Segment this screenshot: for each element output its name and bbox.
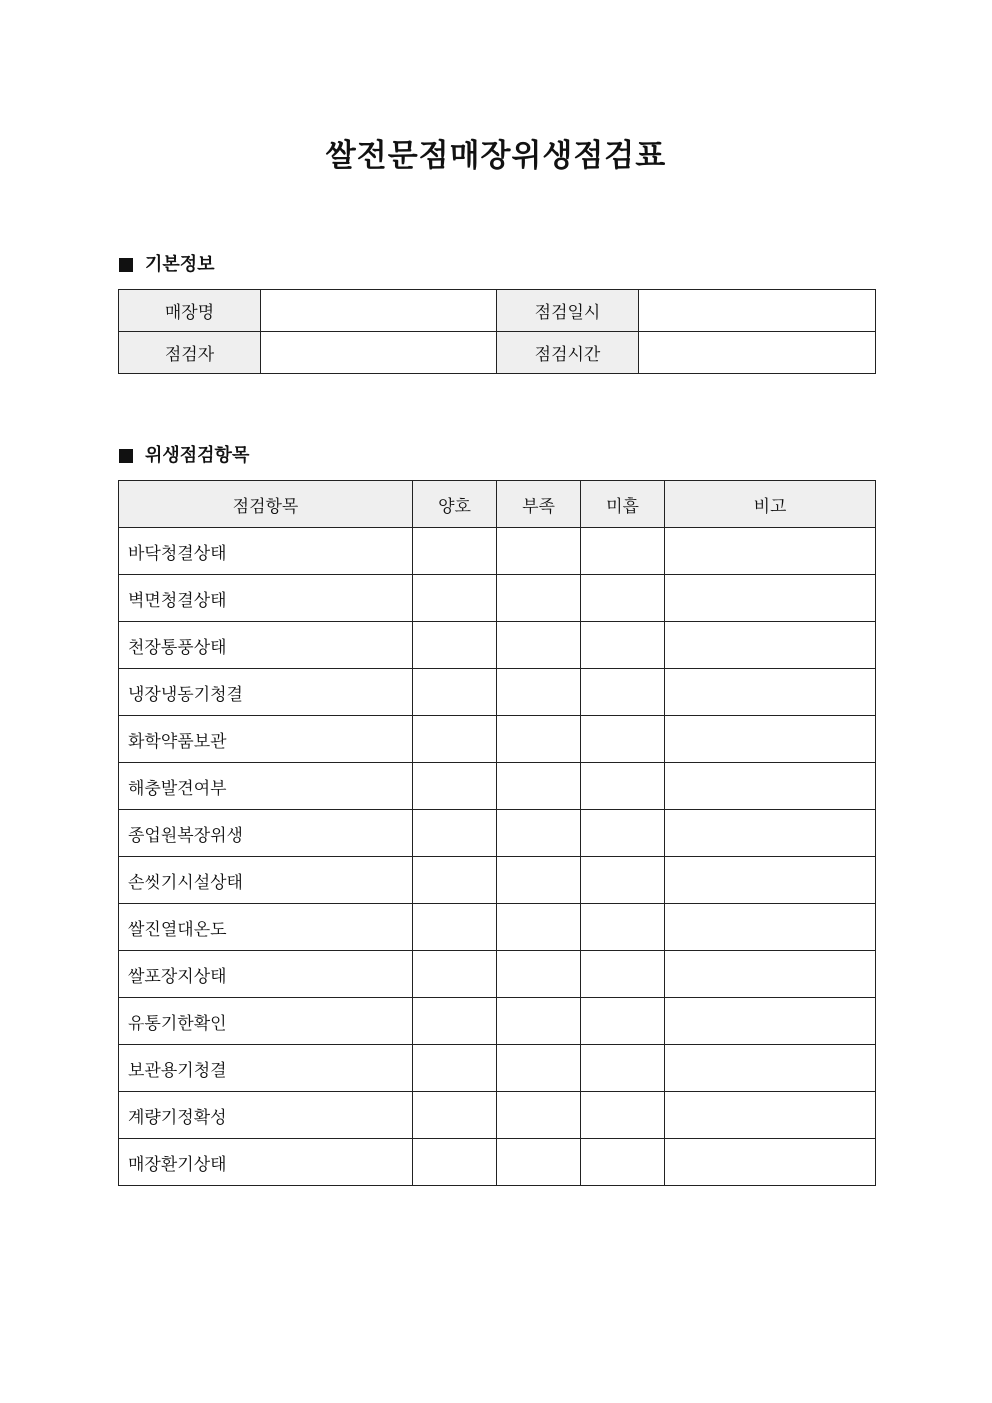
poor-cell[interactable] <box>581 763 665 810</box>
check-item-label: 보관용기청결 <box>119 1045 413 1092</box>
basic-info-row <box>119 332 876 374</box>
remarks-cell[interactable] <box>665 763 876 810</box>
table-row <box>119 528 876 575</box>
table-header-row <box>119 481 876 528</box>
lacking-cell[interactable] <box>497 904 581 951</box>
basic-info-row <box>119 290 876 332</box>
good-cell[interactable] <box>413 669 497 716</box>
lacking-cell[interactable] <box>497 575 581 622</box>
lacking-cell[interactable] <box>497 669 581 716</box>
store-name-field[interactable] <box>261 290 497 332</box>
lacking-cell[interactable] <box>497 1092 581 1139</box>
poor-cell[interactable] <box>581 622 665 669</box>
hygiene-heading <box>119 444 249 468</box>
lacking-cell[interactable] <box>497 951 581 998</box>
poor-cell[interactable] <box>581 528 665 575</box>
table-row <box>119 622 876 669</box>
good-cell[interactable] <box>413 1092 497 1139</box>
good-cell[interactable] <box>413 716 497 763</box>
lacking-cell[interactable] <box>497 528 581 575</box>
remarks-cell[interactable] <box>665 1092 876 1139</box>
lacking-cell[interactable] <box>497 857 581 904</box>
good-cell[interactable] <box>413 575 497 622</box>
good-cell[interactable] <box>413 622 497 669</box>
good-cell[interactable] <box>413 1045 497 1092</box>
check-item-label: 손씻기시설상태 <box>119 857 413 904</box>
check-item-label: 쌀진열대온도 <box>119 904 413 951</box>
check-item-label: 매장환기상태 <box>119 1139 413 1186</box>
table-row <box>119 857 876 904</box>
inspection-time-field[interactable] <box>639 332 876 374</box>
basic-info-heading-label: 기본정보 <box>145 254 215 275</box>
inspection-date-field[interactable] <box>639 290 876 332</box>
basic-info-heading <box>119 253 215 277</box>
good-cell[interactable] <box>413 1139 497 1186</box>
good-cell[interactable] <box>413 904 497 951</box>
lacking-cell[interactable] <box>497 1139 581 1186</box>
lacking-cell[interactable] <box>497 622 581 669</box>
col-header-item: 점검항목 <box>119 481 413 528</box>
check-item-label: 냉장냉동기청결 <box>119 669 413 716</box>
col-header-lacking: 부족 <box>497 481 581 528</box>
square-bullet-icon <box>119 258 133 272</box>
poor-cell[interactable] <box>581 1139 665 1186</box>
poor-cell[interactable] <box>581 904 665 951</box>
table-row <box>119 669 876 716</box>
table-row <box>119 1139 876 1186</box>
page-title: 쌀전문점매장위생점검표 <box>325 138 667 174</box>
table-row <box>119 810 876 857</box>
lacking-cell[interactable] <box>497 998 581 1045</box>
check-item-label: 유통기한확인 <box>119 998 413 1045</box>
good-cell[interactable] <box>413 951 497 998</box>
check-item-label: 천장통풍상태 <box>119 622 413 669</box>
poor-cell[interactable] <box>581 1092 665 1139</box>
good-cell[interactable] <box>413 998 497 1045</box>
table-row <box>119 575 876 622</box>
good-cell[interactable] <box>413 810 497 857</box>
remarks-cell[interactable] <box>665 716 876 763</box>
remarks-cell[interactable] <box>665 1045 876 1092</box>
poor-cell[interactable] <box>581 669 665 716</box>
check-item-label: 벽면청결상태 <box>119 575 413 622</box>
lacking-cell[interactable] <box>497 810 581 857</box>
lacking-cell[interactable] <box>497 716 581 763</box>
poor-cell[interactable] <box>581 1045 665 1092</box>
remarks-cell[interactable] <box>665 575 876 622</box>
poor-cell[interactable] <box>581 810 665 857</box>
lacking-cell[interactable] <box>497 1045 581 1092</box>
square-bullet-icon <box>119 449 133 463</box>
remarks-cell[interactable] <box>665 857 876 904</box>
poor-cell[interactable] <box>581 575 665 622</box>
table-row <box>119 951 876 998</box>
remarks-cell[interactable] <box>665 669 876 716</box>
check-item-label: 종업원복장위생 <box>119 810 413 857</box>
table-row <box>119 998 876 1045</box>
lacking-cell[interactable] <box>497 763 581 810</box>
check-item-label: 계량기정확성 <box>119 1092 413 1139</box>
inspection-date-label: 점검일시 <box>497 290 639 332</box>
remarks-cell[interactable] <box>665 528 876 575</box>
remarks-cell[interactable] <box>665 810 876 857</box>
check-item-label: 화학약품보관 <box>119 716 413 763</box>
good-cell[interactable] <box>413 763 497 810</box>
hygiene-checklist-table <box>118 480 876 1186</box>
hygiene-heading-label: 위생점검항목 <box>145 445 250 466</box>
poor-cell[interactable] <box>581 951 665 998</box>
table-row <box>119 1092 876 1139</box>
inspector-label: 점검자 <box>119 332 261 374</box>
check-item-label: 해충발견여부 <box>119 763 413 810</box>
check-item-label: 쌀포장지상태 <box>119 951 413 998</box>
remarks-cell[interactable] <box>665 998 876 1045</box>
good-cell[interactable] <box>413 528 497 575</box>
check-item-label: 바닥청결상태 <box>119 528 413 575</box>
table-row <box>119 716 876 763</box>
remarks-cell[interactable] <box>665 622 876 669</box>
remarks-cell[interactable] <box>665 904 876 951</box>
table-row <box>119 1045 876 1092</box>
poor-cell[interactable] <box>581 998 665 1045</box>
poor-cell[interactable] <box>581 857 665 904</box>
col-header-good: 양호 <box>413 481 497 528</box>
remarks-cell[interactable] <box>665 1139 876 1186</box>
table-row <box>119 904 876 951</box>
remarks-cell[interactable] <box>665 951 876 998</box>
basic-info-table <box>118 289 876 374</box>
col-header-poor: 미흡 <box>581 481 665 528</box>
table-row <box>119 763 876 810</box>
store-name-label: 매장명 <box>119 290 261 332</box>
inspection-time-label: 점검시간 <box>497 332 639 374</box>
inspector-field[interactable] <box>261 332 497 374</box>
good-cell[interactable] <box>413 857 497 904</box>
poor-cell[interactable] <box>581 716 665 763</box>
col-header-remarks: 비고 <box>665 481 876 528</box>
